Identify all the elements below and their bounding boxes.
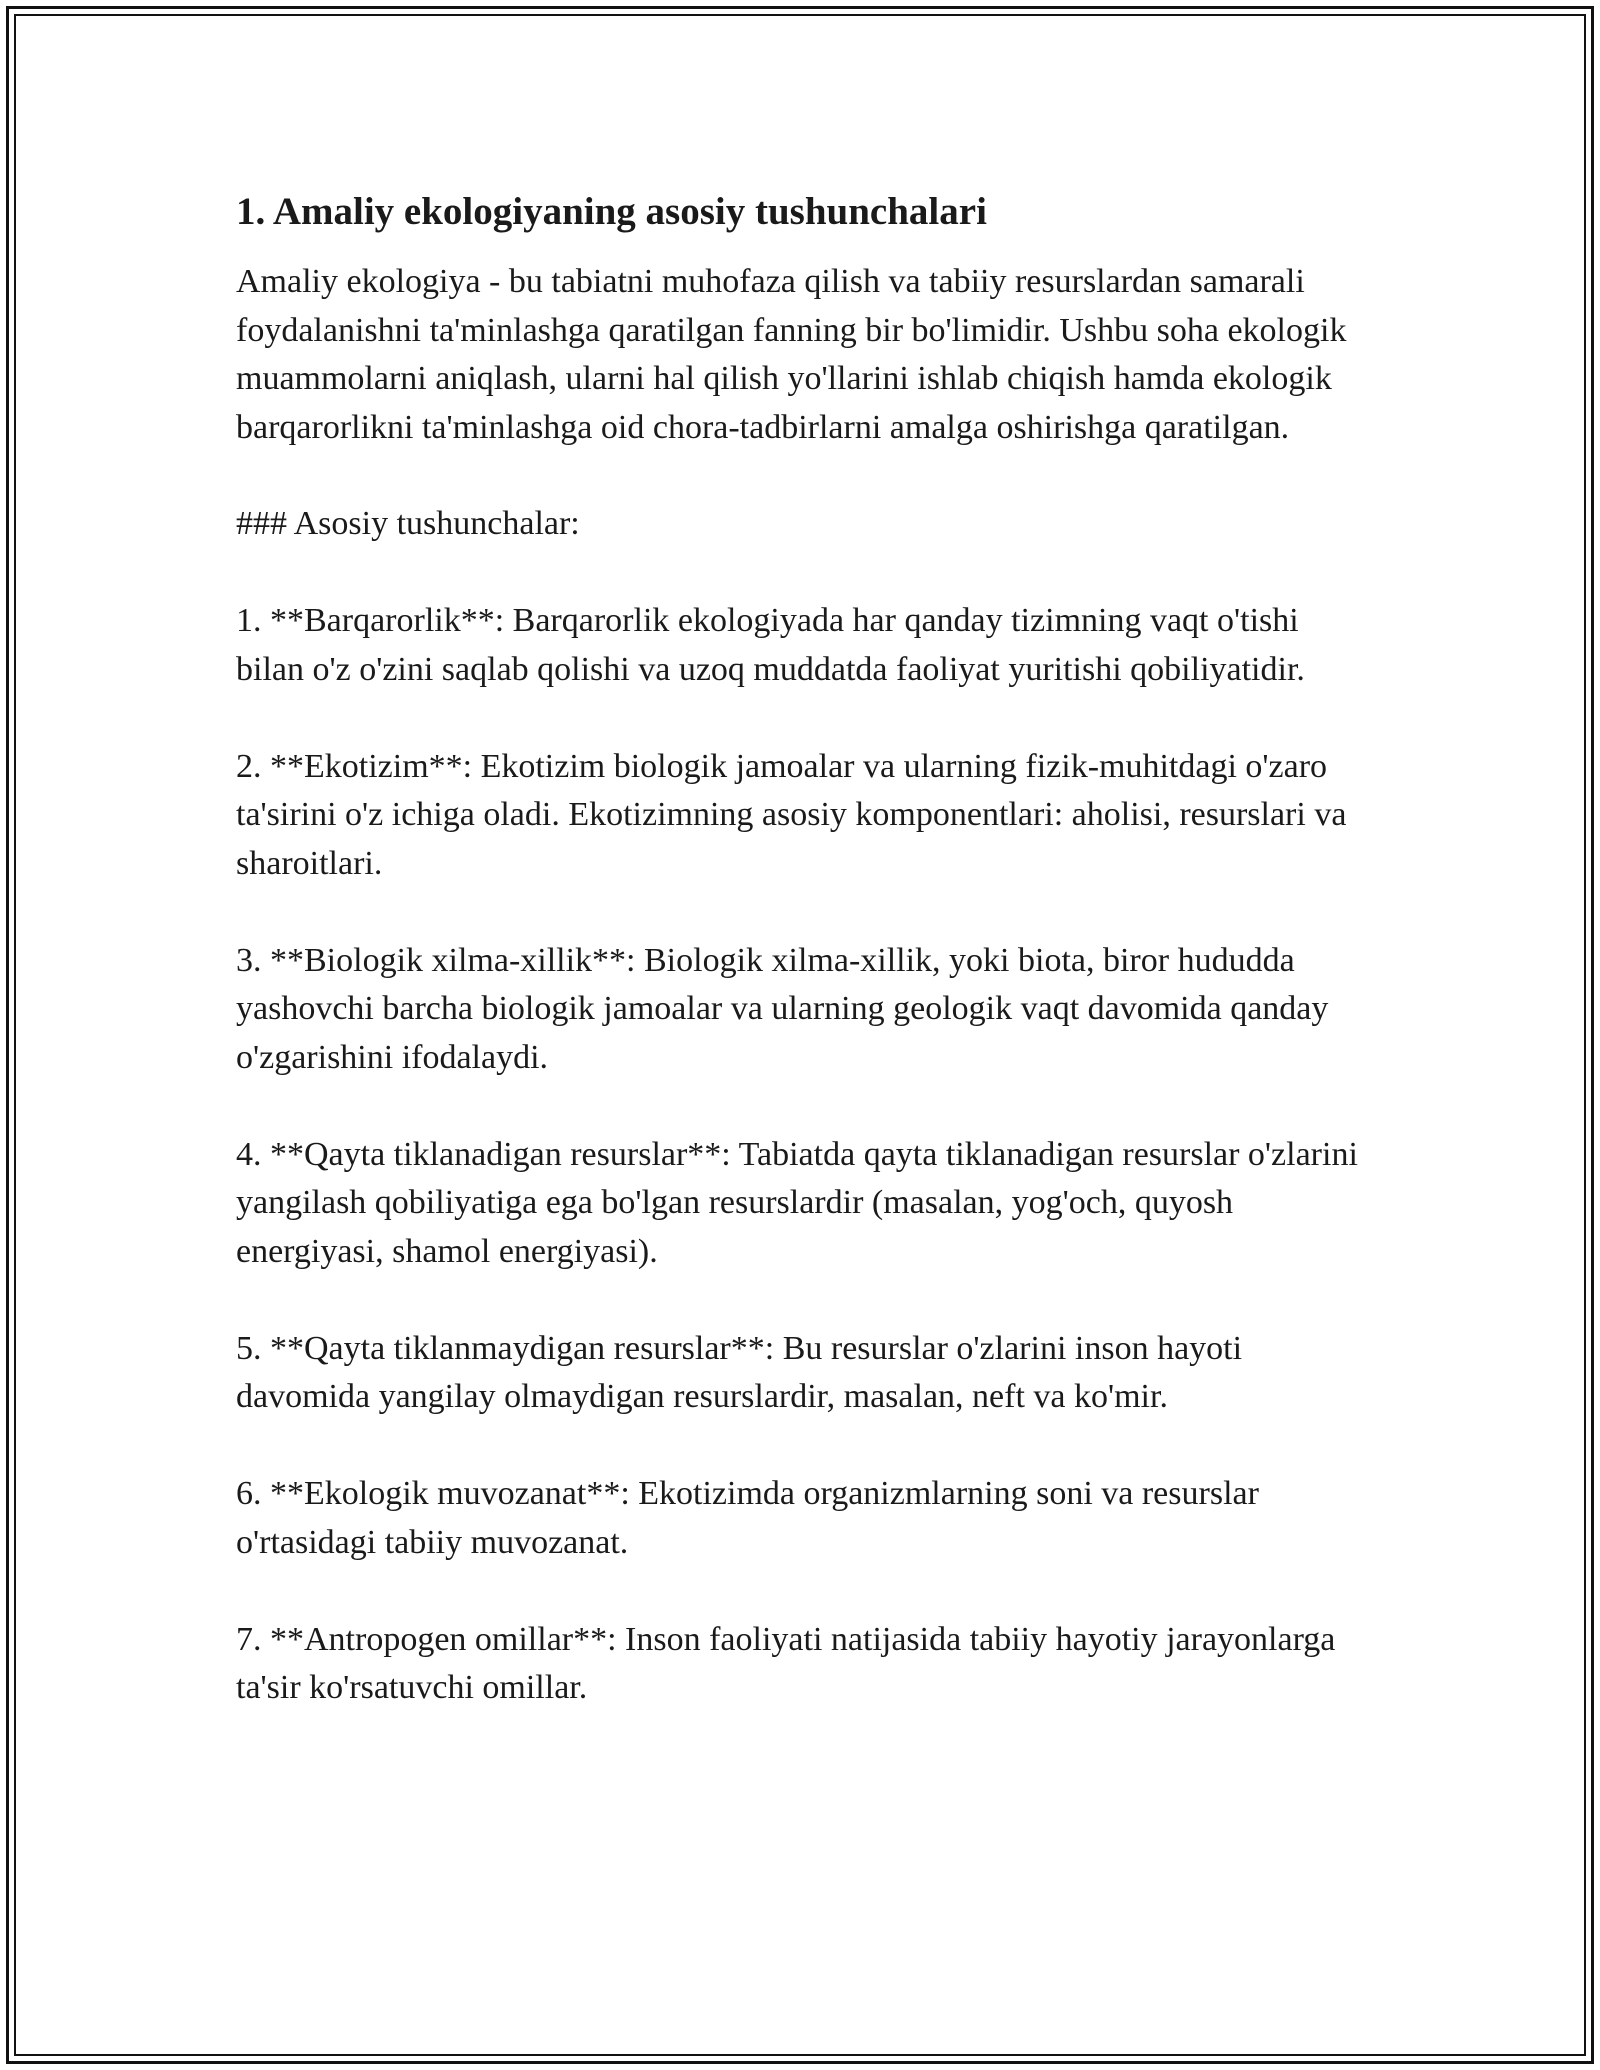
- list-item-barqarorlik: 1. **Barqarorlik**: Barqarorlik ekologiyada har qanday tizimning vaqt o'tishi bilan o'z o'zini saqlab qolishi va uzoq muddatda faoliyat yuritishi qobiliyatidir.: [236, 602, 1305, 688]
- document-body: [236, 186, 1366, 1761]
- subsection-heading: ### Asosiy tushunchalar:: [236, 505, 580, 542]
- list-item-qayta-tiklanadigan-resurslar: 4. **Qayta tiklanadigan resurslar**: Tabiatda qayta tiklanadigan resurslar o'zlarini yangilash qobiliyatiga ega bo'lgan resurslardir (masalan, yog'och, quyosh energiyasi, shamol energiyasi).: [236, 1135, 1358, 1270]
- section-heading: 1. Amaliy ekologiyaning asosiy tushunchalari: [236, 190, 987, 233]
- list-item-qayta-tiklanmaydigan-resurslar: 5. **Qayta tiklanmaydigan resurslar**: Bu resurslar o'zlarini inson hayoti davomida yangilay olmaydigan resurslardir, masalan, neft va ko'mir.: [236, 1329, 1243, 1415]
- list-item-ekotizim: 2. **Ekotizim**: Ekotizim biologik jamoalar va ularning fizik-muhitdagi o'zaro ta'sirini o'z ichiga oladi. Ekotizimning asosiy komponentlari: aholisi, resurslari va sharoitlari.: [236, 747, 1347, 882]
- list-item-biologik-xilma-xillik: 3. **Biologik xilma-xillik**: Biologik xilma-xillik, yoki biota, biror hududda yashovchi barcha biologik jamoalar va ularning geologik vaqt davomida qanday o'zgarishini ifodalaydi.: [236, 941, 1329, 1076]
- list-item-ekologik-muvozanat: 6. **Ekologik muvozanat**: Ekotizimda organizmlarning soni va resurslar o'rtasidagi tabiiy muvozanat.: [236, 1475, 1259, 1561]
- intro-paragraph: Amaliy ekologiya - bu tabiatni muhofaza qilish va tabiiy resurslardan samarali foydalanishni ta'minlashga qaratilgan fanning bir bo'limidir. Ushbu soha ekologik muammolarni aniqlash, ularni hal qilish yo'llarini ishlab chiqish hamda ekologik barqarorlikni ta'minlashga oid chora-tadbirlarni amalga oshirishga qaratilgan.: [236, 263, 1347, 446]
- list-item-antropogen-omillar: 7. **Antropogen omillar**: Inson faoliyati natijasida tabiiy hayotiy jarayonlarga ta'sir ko'rsatuvchi omillar.: [236, 1620, 1336, 1706]
